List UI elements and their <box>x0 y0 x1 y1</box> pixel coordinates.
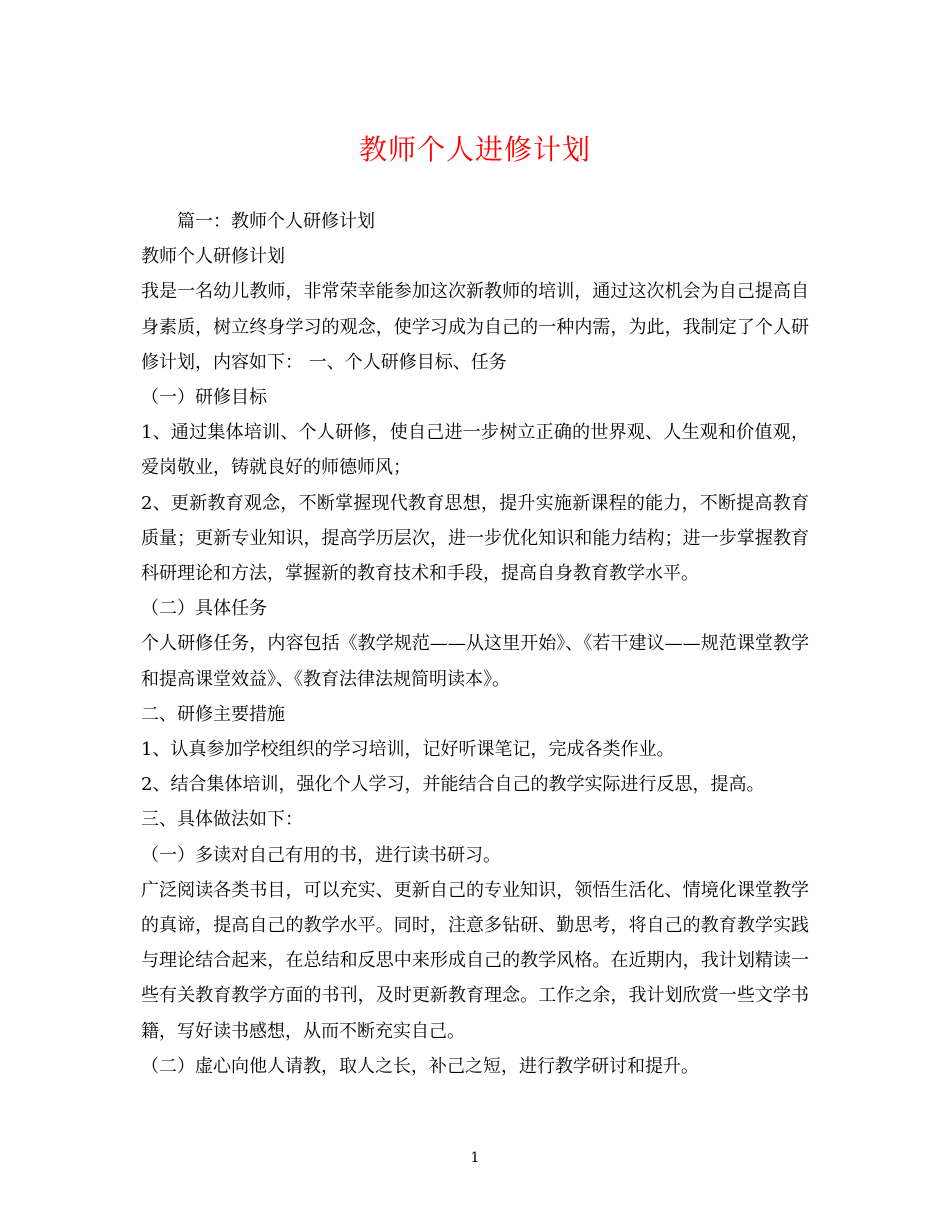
paragraph: 篇一：教师个人研修计划 <box>177 211 375 232</box>
paragraph: 2、更新教育观念，不断掌握现代教育思想，提升实施新课程的能力，不断提高教育质量；更新专业知识，提高学历层次，进一步优化知识和能力结构；进一步掌握教育科研理论和方法，掌握新的教育技术和手段，提高自身教育教学水平。 <box>141 492 809 585</box>
document-body <box>141 204 809 1084</box>
paragraph: 1、通过集体培训、个人研修，使自己进一步树立正确的世界观、人生观和价值观，爱岗敬业，铸就良好的师德师风； <box>141 422 809 479</box>
paragraph: 广泛阅读各类书目，可以充实、更新自己的专业知识，领悟生活化、情境化课堂教学的真谛，提高自己的教学水平。同时，注意多钻研、勤思考，将自己的教育教学实践与理论结合起来，在总结和反思中来形成自己的教学风格。在近期内，我计划精读一些有关教育教学方面的书刊，及时更新教育理念。工作之余，我计划欣赏一些文学书籍，写好读书感想，从而不断充实自己。 <box>141 879 809 1042</box>
page-number: 1 <box>470 1150 480 1166</box>
paragraph: 我是一名幼儿教师，非常荣幸能参加这次新教师的培训，通过这次机会为自己提高自身素质，树立终身学习的观念，使学习成为自己的一种内需，为此，我制定了个人研修计划，内容如下： 一、个人研修目标、任务 <box>141 281 809 373</box>
document-title: 教师个人进修计划 <box>358 133 591 166</box>
paragraph: （一）研修目标 <box>141 387 267 409</box>
paragraph: （二）具体任务 <box>141 598 267 620</box>
paragraph: 2、结合集体培训，强化个人学习，并能结合自己的教学实际进行反思，提高。 <box>141 774 765 796</box>
paragraph: 1、认真参加学校组织的学习培训，记好听课笔记，完成各类作业。 <box>141 739 675 761</box>
paragraph: 教师个人研修计划 <box>141 246 285 268</box>
paragraph: （二）虚心向他人请教，取人之长，补己之短，进行教学研讨和提升。 <box>141 1055 699 1077</box>
paragraph: 二、研修主要措施 <box>141 703 285 725</box>
paragraph: 个人研修任务，内容包括《教学规范——从这里开始》、《若干建议——规范课堂教学和提高课堂效益》、《教育法律法规简明读本》。 <box>141 633 809 690</box>
paragraph: 三、具体做法如下： <box>141 809 303 831</box>
paragraph: （一）多读对自己有用的书，进行读书研习。 <box>141 844 501 866</box>
